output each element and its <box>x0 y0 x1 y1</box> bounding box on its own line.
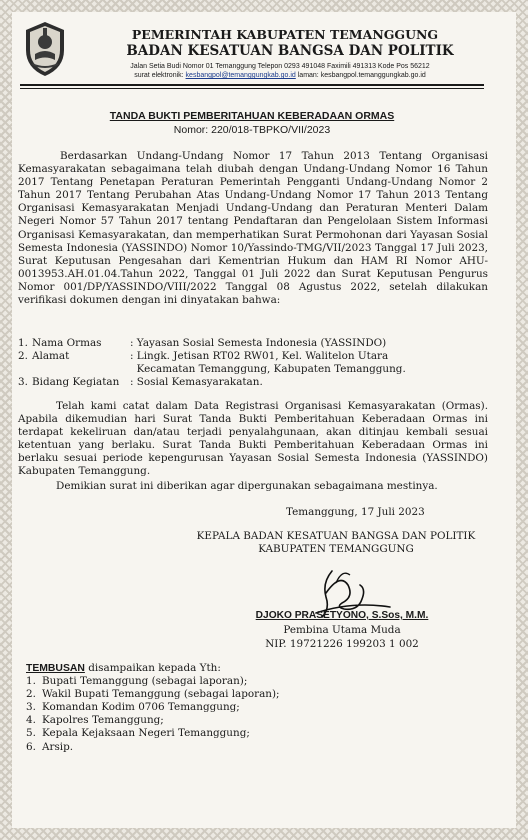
address-line: Jalan Setia Budi Nomor 01 Temanggung Telepon 0293 491048 Faximili 491313 Kode Pos 56212 <box>130 63 430 70</box>
detail-row-name: 1. Nama Ormas : Yayasan Sosial Semesta Indonesia (YASSINDO) <box>18 337 387 349</box>
tembusan-list <box>26 662 326 754</box>
letterhead-contact <box>80 62 480 80</box>
detail-row-field: 3. Bidang Kegiatan : Sosial Kemasyarakatan. <box>18 376 263 389</box>
agency-name: BADAN KESATUAN BANGSA DAN POLITIK <box>126 43 454 59</box>
tembusan-heading: TEMBUSAN disampaikan kepada Yth: <box>26 662 221 674</box>
signatory-rank: Pembina Utama Muda <box>283 624 401 636</box>
document-number: Nomor: 220/018-TBPKO/VII/2023 <box>173 124 331 136</box>
list-item: 4. Kapolres Temanggung; <box>26 714 164 727</box>
regency-crest-icon <box>22 20 68 78</box>
email-link[interactable]: kesbangpol@temanggungkab.go.id <box>185 72 296 79</box>
list-item: 5. Kepala Kejaksaan Negeri Temanggung; <box>26 727 250 740</box>
list-item: 1. Bupati Temanggung (sebagai laporan); <box>26 675 248 688</box>
list-item: 6. Arsip. <box>26 740 74 753</box>
signatory-nip: NIP. 19721226 199203 1 002 <box>265 638 419 650</box>
website-text: kesbangpol.temanggungkab.go.id <box>320 72 426 79</box>
letterhead-rule-thin <box>20 88 484 89</box>
signatory-office: KEPALA BADAN KESATUAN BANGSA DAN POLITIK KABUPATEN TEMANGGUNG <box>196 530 476 556</box>
list-item: 3. Komandan Kodim 0706 Temanggung; <box>26 701 240 714</box>
ormas-details <box>18 337 488 389</box>
paragraph-basis: Berdasarkan Undang-Undang Nomor 17 Tahun 2013 Tentang Organisasi Kemasyarakatan sebagaimana telah diubah dengan Undang-Undang Nomor 16 Tahun 2017 Tentang Penetapan Peraturan Pemerintah Pengganti Undang-Undang Nomor 2 Tahun 2017 Tentang Perubahan Atas Undang-Undang Nomor 17 Tahun 2013 Tentang Organisasi Kemasyarakatan Menjadi Undang-Undang dan Peraturan Menteri Dalam Negeri Nomor 57 Tahun 2017 tentang Pendaftaran dan Pengelolaan Sistem Informasi Organisasi Kemasyarakatan, dan memperhatikan Surat Permohonan dari Yayasan Sosial Semesta Indonesia (YASSINDO) Nomor 10/Yassindo-TMG/VII/2023 Tanggal 17 Juli 2023, Surat Keputusan Pengesahan dari Kementrian Hukum dan HAM RI Nomor AHU-0013953.AH.01.04.Tahun 2022, Tanggal 01 Juli 2022 dan Surat Keputusan Pengurus Nomor 001/DP/YASSINDO/VIII/2022 Tanggal 08 Agustus 2022, setelah dilakukan verifikasi dokumen dengan ini dinyatakan bahwa: <box>18 150 488 307</box>
paragraph-closing: Demikian surat ini diberikan agar dipergunakan sebagaimana mestinya. <box>56 480 438 492</box>
paragraph-registration: Telah kami catat dalam Data Registrasi Organisasi Kemasyarakatan (Ormas). Apabila dikemudian hari Surat Tanda Bukti Pemberitahuan Keberadaan Ormas ini terdapat kekeliruan dan/atau terjadi penyalahgunaan, akan ditinjau kembali sesuai ketentuan yang berlaku. Surat Tanda Bukti Pemberitahuan Keberadaan Ormas ini berlaku sesuai periode kepengurusan Yayasan Sosial Semesta Indonesia (YASSINDO) Kabupaten Temanggung. <box>18 400 488 478</box>
detail-row-address-cont: Kecamatan Temanggung, Kabupaten Temanggung. <box>130 363 406 376</box>
document-title: TANDA BUKTI PEMBERITAHUAN KEBERADAAN ORMAS <box>109 110 395 122</box>
detail-row-address: 2. Alamat : Lingk. Jetisan RT02 RW01, Kel. Walitelon Utara <box>18 350 389 363</box>
signatory-name: DJOKO PRASETYONO, S.Sos, M.M. <box>255 610 429 621</box>
list-item: 2. Wakil Bupati Temanggung (sebagai laporan); <box>26 688 280 701</box>
government-name: PEMERINTAH KABUPATEN TEMANGGUNG <box>131 27 439 42</box>
contact-line: surat elektronik: kesbangpol@temanggungkab.go.id laman: kesbangpol.temanggungkab.go.id <box>134 72 426 79</box>
letterhead-rule-thick <box>20 84 484 86</box>
document-date: Temanggung, 17 Juli 2023 <box>286 506 425 518</box>
